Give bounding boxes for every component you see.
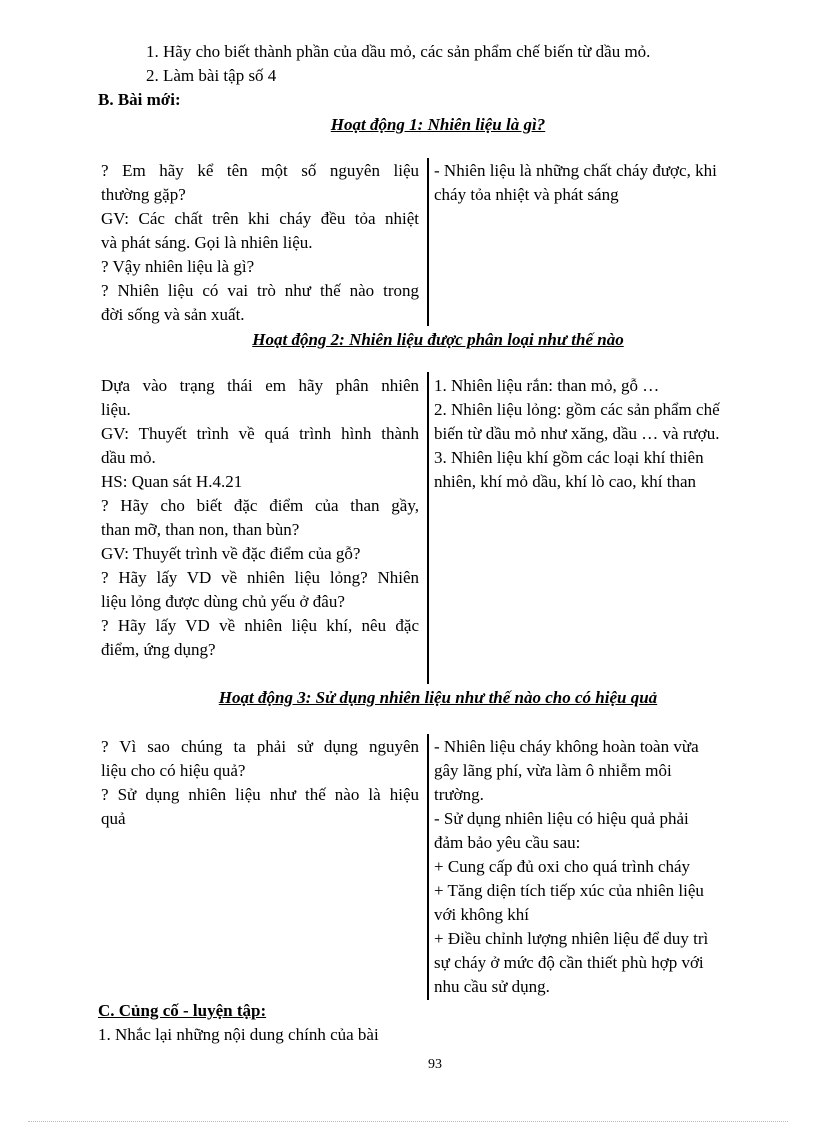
text-line: GV: Các chất trên khi cháy đều tỏa nhiệt	[101, 209, 419, 228]
text-line: GV: Thuyết trình về quá trình hình thành	[101, 424, 419, 443]
text-line: cháy tỏa nhiệt và phát sáng	[434, 185, 619, 204]
text-line: - Nhiên liệu là những chất cháy được, khi	[434, 161, 717, 180]
column-divider	[427, 158, 429, 326]
section-c-heading: C. Củng cố - luyện tập:	[98, 1001, 267, 1020]
activity-2-content-column	[434, 374, 756, 494]
text-line: liệu cho có hiệu quả?	[101, 761, 246, 780]
column-divider	[427, 372, 429, 684]
text-line: + Tăng diện tích tiếp xúc của nhiên liệu	[434, 881, 704, 900]
activity-1-title: Hoạt động 1: Nhiên liệu là gì?	[330, 115, 546, 134]
text-line: sự cháy ở mức độ cần thiết phù hợp với	[434, 953, 704, 972]
text-line: Dựa vào trạng thái em hãy phân nhiên	[101, 376, 419, 395]
activity-1-content-column	[434, 159, 756, 207]
text-line: dầu mỏ.	[101, 448, 156, 467]
text-line: biến từ dầu mỏ như xăng, dầu … và rượu.	[434, 424, 720, 443]
text-line: ? Em hãy kể tên một số nguyên liệu	[101, 161, 419, 180]
activity-3-content-column	[434, 735, 756, 999]
text-line: với không khí	[434, 905, 529, 924]
activity-3-title: Hoạt động 3: Sử dụng nhiên liệu như thế nào cho có hiệu quả	[218, 688, 658, 707]
text-line: liệu lỏng được dùng chủ yếu ở đâu?	[101, 592, 345, 611]
text-line: đảm bảo yêu cầu sau:	[434, 833, 581, 852]
text-line: liệu.	[101, 400, 131, 419]
text-line: ? Nhiên liệu có vai trò như thế nào trong	[101, 281, 419, 300]
text-line: trường.	[434, 785, 484, 804]
column-divider	[427, 734, 429, 1000]
text-line: điểm, ứng dụng?	[101, 640, 216, 659]
text-line: ? Hãy lấy VD về nhiên liệu khí, nêu đặc	[101, 616, 419, 635]
review-question-1: 1. Hãy cho biết thành phần của dầu mỏ, các sản phẩm chế biến từ dầu mỏ.	[146, 42, 651, 61]
text-line: ? Sử dụng nhiên liệu như thế nào là hiệu	[101, 785, 419, 804]
text-line: GV: Thuyết trình về đặc điểm của gỗ?	[101, 544, 361, 563]
recap-item-1: 1. Nhắc lại những nội dung chính của bài	[98, 1025, 379, 1044]
text-line: ? Hãy lấy VD về nhiên liệu lỏng? Nhiên	[101, 568, 419, 587]
text-line: ? Vì sao chúng ta phải sử dụng nguyên	[101, 737, 419, 756]
text-line: - Sử dụng nhiên liệu có hiệu quả phải	[434, 809, 689, 828]
text-line: nhiên, khí mỏ dầu, khí lò cao, khí than	[434, 472, 697, 491]
text-line: quả	[101, 809, 126, 828]
page-border	[28, 1121, 788, 1122]
text-line: 3. Nhiên liệu khí gồm các loại khí thiên	[434, 448, 704, 467]
text-line: + Cung cấp đủ oxi cho quá trình cháy	[434, 857, 691, 876]
text-line: than mỡ, than non, than bùn?	[101, 520, 300, 539]
text-line: và phát sáng. Gọi là nhiên liệu.	[101, 233, 313, 252]
activity-1-teacher-column	[101, 159, 419, 327]
section-b-heading: B. Bài mới:	[98, 90, 181, 109]
review-question-2: 2. Làm bài tập số 4	[146, 66, 277, 85]
text-line: - Nhiên liệu cháy không hoàn toàn vừa	[434, 737, 699, 756]
page-number: 93	[428, 1057, 442, 1072]
text-line: 1. Nhiên liệu rắn: than mỏ, gỗ …	[434, 376, 660, 395]
activity-3-teacher-column	[101, 735, 419, 831]
activity-2-title: Hoạt động 2: Nhiên liệu được phân loại như thế nào	[252, 330, 624, 349]
text-line: thường gặp?	[101, 185, 186, 204]
text-line: ? Vậy nhiên liệu là gì?	[101, 257, 255, 276]
text-line: nhu cầu sử dụng.	[434, 977, 550, 996]
text-line: + Điều chỉnh lượng nhiên liệu để duy trì	[434, 929, 709, 948]
text-line: 2. Nhiên liệu lỏng: gồm các sản phẩm chế	[434, 400, 720, 419]
text-line: HS: Quan sát H.4.21	[101, 472, 243, 491]
text-line: ? Hãy cho biết đặc điểm của than gầy,	[101, 496, 419, 515]
text-line: đời sống và sản xuất.	[101, 305, 245, 324]
activity-2-teacher-column	[101, 374, 419, 662]
text-line: gây lãng phí, vừa làm ô nhiễm môi	[434, 761, 672, 780]
